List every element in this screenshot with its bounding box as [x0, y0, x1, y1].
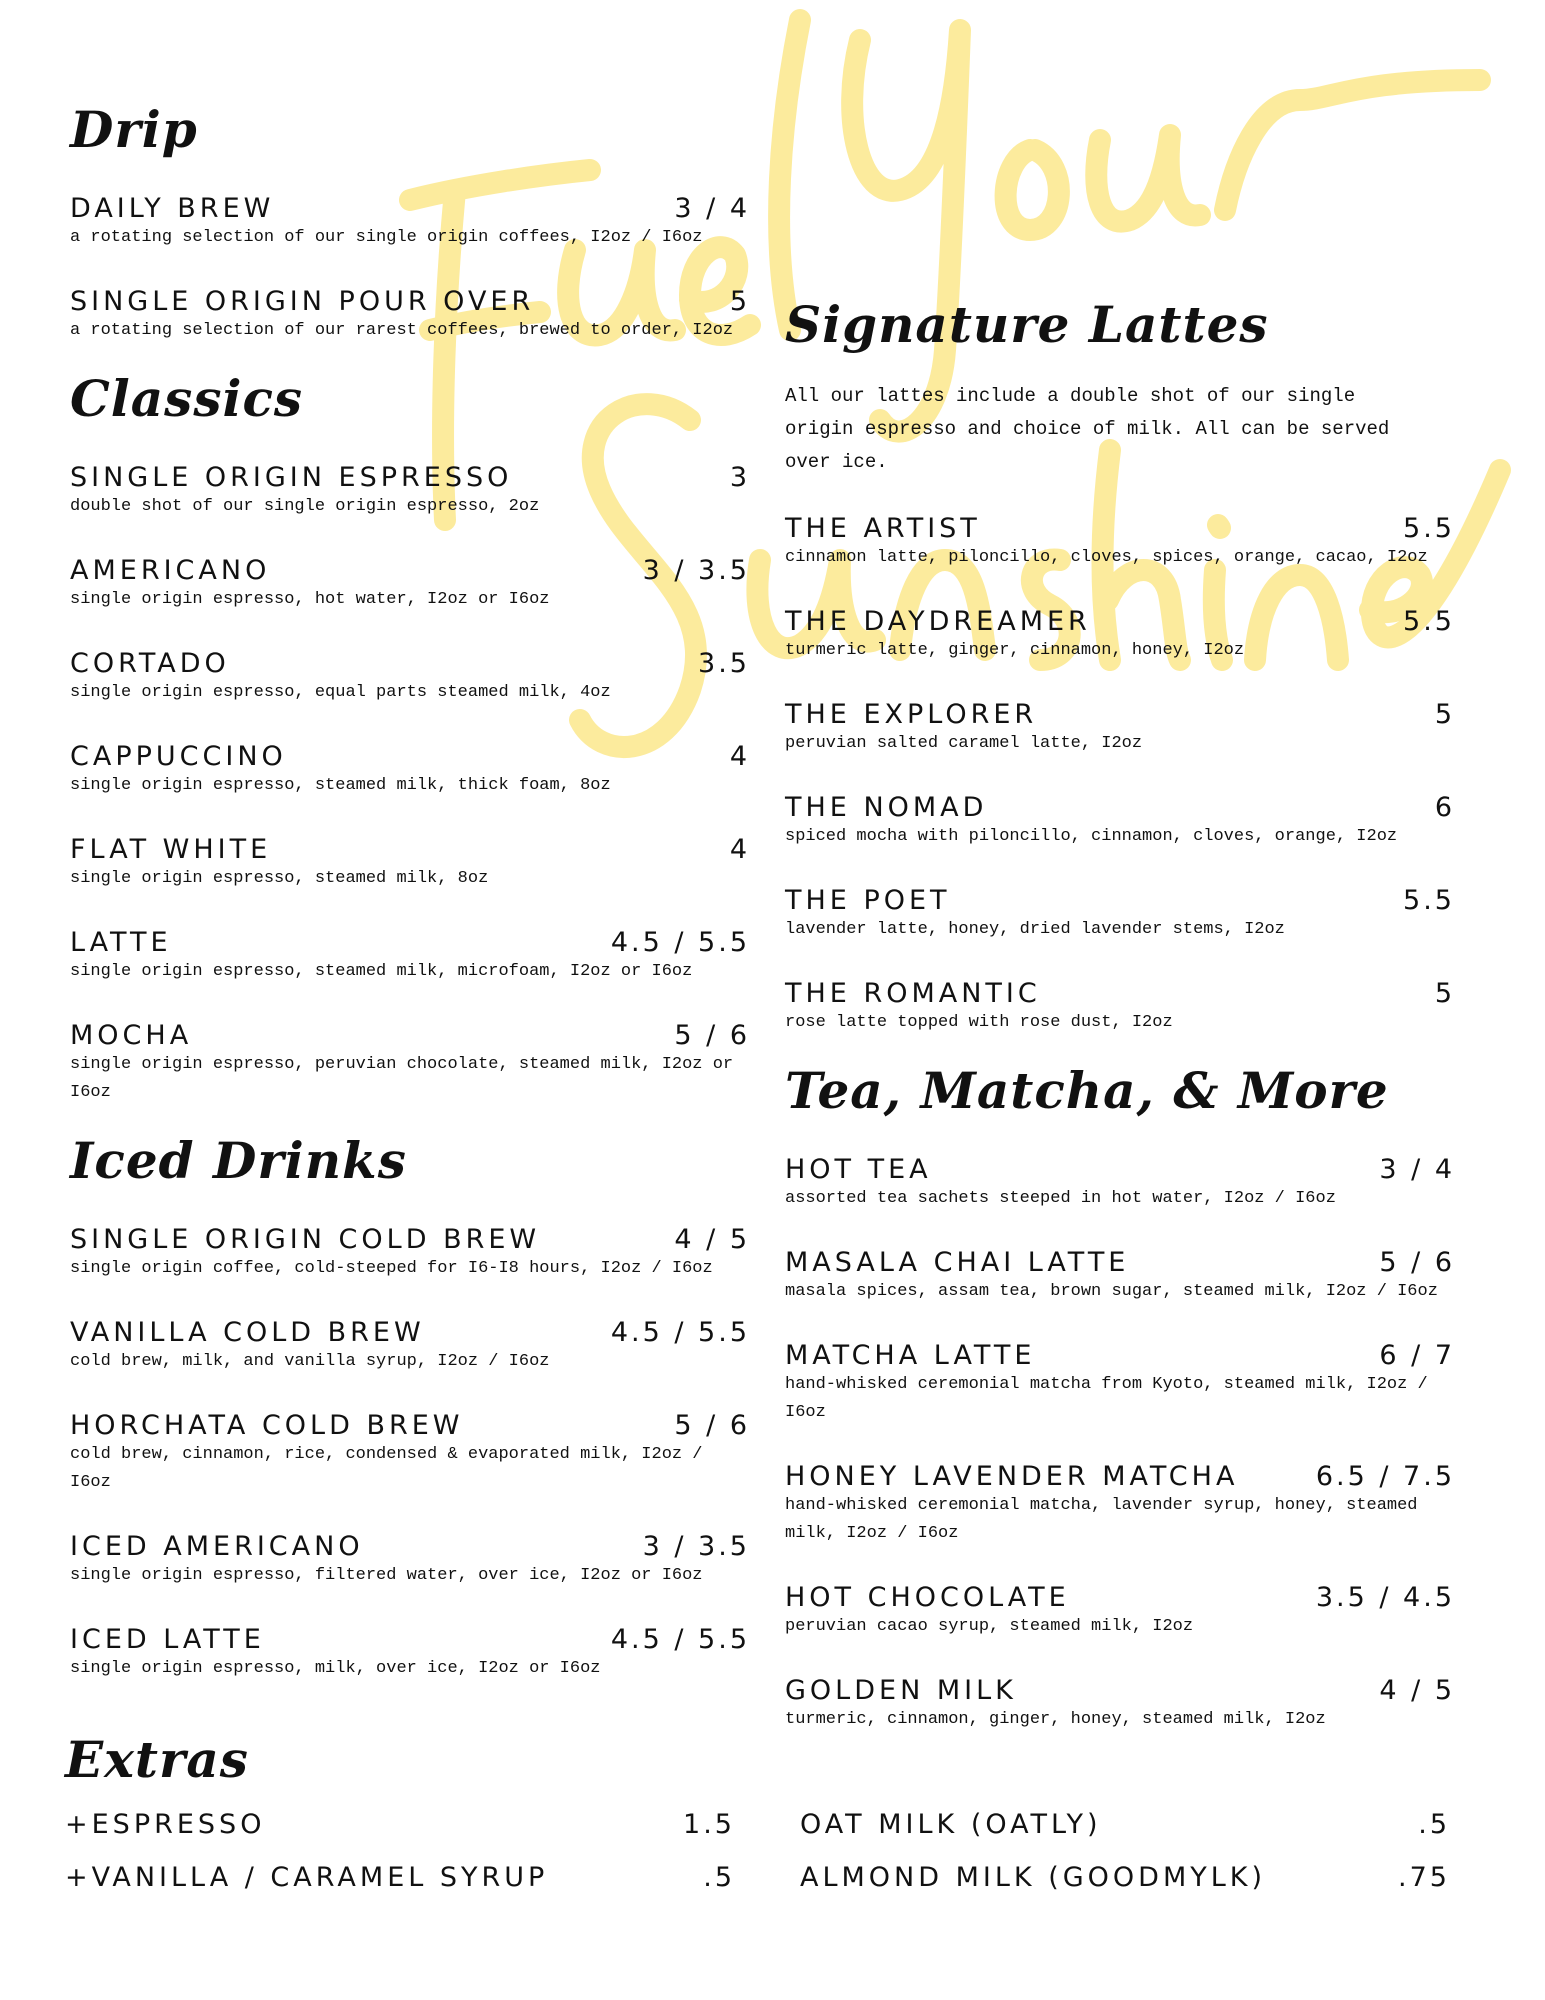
extra-price: .5	[1418, 1809, 1450, 1840]
item-price: 5.5	[1403, 606, 1455, 637]
extra-price: 1.5	[683, 1809, 735, 1840]
item-description: turmeric latte, ginger, cinnamon, honey, I2oz	[785, 641, 1245, 660]
item-description: single origin coffee, cold-steeped for I6-I8 hours, I2oz / I6oz	[70, 1259, 713, 1278]
item-price: 4.5 / 5.5	[610, 927, 750, 958]
extra-name: +VANILLA / CARAMEL SYRUP	[65, 1862, 549, 1893]
extras-right	[800, 1809, 1450, 1915]
item-name: MATCHA LATTE	[785, 1340, 1036, 1371]
section-extras	[65, 1730, 1455, 1915]
item-description: hand-whisked ceremonial matcha, lavender syrup, honey, steamed milk, I2oz / I6oz	[785, 1496, 1418, 1543]
item-name: ICED AMERICANO	[70, 1531, 364, 1562]
item-name: HONEY LAVENDER MATCHA	[785, 1461, 1239, 1492]
section-note: All our lattes include a double shot of our single origin espresso and choice of milk. All can be served over ice.	[785, 385, 1390, 473]
item-price: 4	[729, 834, 750, 865]
section-heading: Drip	[70, 100, 198, 159]
item-price: 3 / 4	[674, 193, 750, 224]
menu-item	[70, 648, 750, 707]
item-name: HORCHATA COLD BREW	[70, 1410, 464, 1441]
section-drip	[70, 100, 750, 345]
extras-left	[65, 1809, 735, 1915]
item-description: a rotating selection of our single origin coffees, I2oz / I6oz	[70, 228, 703, 247]
item-description: double shot of our single origin espresso, 2oz	[70, 497, 540, 516]
menu-item	[70, 555, 750, 614]
item-name: MASALA CHAI LATTE	[785, 1247, 1130, 1278]
extra-name: ALMOND MILK (GOODMYLK)	[800, 1862, 1267, 1893]
menu-item	[785, 606, 1455, 665]
item-description: cinnamon latte, piloncillo, cloves, spices, orange, cacao, I2oz	[785, 548, 1428, 567]
item-description: spiced mocha with piloncillo, cinnamon, cloves, orange, I2oz	[785, 827, 1398, 846]
item-price: 5.5	[1403, 513, 1455, 544]
item-name: FLAT WHITE	[70, 834, 272, 865]
item-price: 5	[1434, 978, 1455, 1009]
item-name: HOT TEA	[785, 1154, 932, 1185]
menu-item	[785, 699, 1455, 758]
section-tea-matcha-more	[785, 1061, 1455, 1734]
section-iced-drinks	[70, 1131, 750, 1683]
item-name: VANILLA COLD BREW	[70, 1317, 425, 1348]
item-description: peruvian salted caramel latte, I2oz	[785, 734, 1143, 753]
item-name: HOT CHOCOLATE	[785, 1582, 1070, 1613]
menu-item	[70, 834, 750, 893]
item-name: THE NOMAD	[785, 792, 988, 823]
item-name: THE ROMANTIC	[785, 978, 1041, 1009]
item-description: masala spices, assam tea, brown sugar, steamed milk, I2oz / I6oz	[785, 1282, 1438, 1301]
item-price: 3 / 4	[1379, 1154, 1455, 1185]
item-name: CAPPUCCINO	[70, 741, 287, 772]
section-classics	[70, 369, 750, 1107]
item-price: 3 / 3.5	[642, 555, 750, 586]
extras-grid	[65, 1809, 1455, 1915]
item-description: rose latte topped with rose dust, I2oz	[785, 1013, 1173, 1032]
item-description: peruvian cacao syrup, steamed milk, I2oz	[785, 1617, 1194, 1636]
item-price: 4.5 / 5.5	[610, 1624, 750, 1655]
item-description: lavender latte, honey, dried lavender stems, I2oz	[785, 920, 1285, 939]
extra-item	[800, 1809, 1450, 1840]
menu-item	[785, 1340, 1455, 1427]
section-heading: Classics	[70, 369, 304, 428]
item-name: GOLDEN MILK	[785, 1675, 1017, 1706]
menu-item	[70, 1020, 750, 1107]
item-name: SINGLE ORIGIN POUR OVER	[70, 286, 535, 317]
item-price: 4	[729, 741, 750, 772]
right-column	[785, 295, 1455, 1758]
item-price: 5 / 6	[674, 1410, 750, 1441]
item-name: SINGLE ORIGIN COLD BREW	[70, 1224, 541, 1255]
item-description: cold brew, milk, and vanilla syrup, I2oz / I6oz	[70, 1352, 550, 1371]
section-heading: Iced Drinks	[70, 1131, 407, 1190]
item-price: 3.5	[698, 648, 750, 679]
menu-item	[785, 1247, 1455, 1306]
extra-name: OAT MILK (OATLY)	[800, 1809, 1102, 1840]
item-price: 6.5 / 7.5	[1315, 1461, 1455, 1492]
item-name: CORTADO	[70, 648, 230, 679]
menu-item	[785, 1582, 1455, 1641]
section-signature-lattes	[785, 295, 1455, 1037]
left-column	[70, 100, 750, 1707]
extra-price: .5	[703, 1862, 735, 1893]
section-heading: Signature Lattes	[785, 295, 1269, 354]
item-description: hand-whisked ceremonial matcha from Kyoto, steamed milk, I2oz / I6oz	[785, 1375, 1428, 1422]
item-description: single origin espresso, steamed milk, microfoam, I2oz or I6oz	[70, 962, 693, 981]
menu-item	[785, 513, 1455, 572]
menu-item	[70, 1531, 750, 1590]
item-price: 5 / 6	[1379, 1247, 1455, 1278]
item-description: single origin espresso, peruvian chocolate, steamed milk, I2oz or I6oz	[70, 1055, 734, 1102]
extra-item	[65, 1809, 735, 1840]
item-price: 4.5 / 5.5	[610, 1317, 750, 1348]
item-description: single origin espresso, milk, over ice, I2oz or I6oz	[70, 1659, 601, 1678]
menu-item	[785, 792, 1455, 851]
extra-item	[800, 1862, 1450, 1893]
menu-item	[70, 1224, 750, 1283]
item-price: 3.5 / 4.5	[1315, 1582, 1455, 1613]
item-name: THE POET	[785, 885, 951, 916]
item-description: single origin espresso, filtered water, over ice, I2oz or I6oz	[70, 1566, 703, 1585]
item-price: 5	[1434, 699, 1455, 730]
menu-item	[785, 978, 1455, 1037]
item-price: 5 / 6	[674, 1020, 750, 1051]
section-heading: Extras	[65, 1730, 249, 1789]
item-description: cold brew, cinnamon, rice, condensed & evaporated milk, I2oz / I6oz	[70, 1445, 703, 1492]
item-name: AMERICANO	[70, 555, 271, 586]
item-description: turmeric, cinnamon, ginger, honey, steamed milk, I2oz	[785, 1710, 1326, 1729]
menu-item	[785, 1154, 1455, 1213]
section-heading: Tea, Matcha, & More	[785, 1061, 1389, 1120]
item-description: a rotating selection of our rarest coffees, brewed to order, I2oz	[70, 321, 734, 340]
item-price: 3	[729, 462, 750, 493]
menu-item	[785, 1461, 1455, 1548]
extra-item	[65, 1862, 735, 1893]
menu-item	[70, 927, 750, 986]
item-description: assorted tea sachets steeped in hot water, I2oz / I6oz	[785, 1189, 1336, 1208]
item-name: THE DAYDREAMER	[785, 606, 1091, 637]
menu-item	[70, 1410, 750, 1497]
item-price: 3 / 3.5	[642, 1531, 750, 1562]
menu-item	[70, 193, 750, 252]
menu-item	[70, 462, 750, 521]
menu-item	[70, 1317, 750, 1376]
menu-item	[785, 885, 1455, 944]
item-name: DAILY BREW	[70, 193, 275, 224]
item-price: 6 / 7	[1379, 1340, 1455, 1371]
item-price: 4 / 5	[1379, 1675, 1455, 1706]
menu-item	[70, 741, 750, 800]
item-price: 5.5	[1403, 885, 1455, 916]
menu-item	[70, 286, 750, 345]
item-description: single origin espresso, equal parts steamed milk, 4oz	[70, 683, 611, 702]
item-description: single origin espresso, steamed milk, thick foam, 8oz	[70, 776, 611, 795]
menu-item	[70, 1624, 750, 1683]
item-price: 6	[1434, 792, 1455, 823]
item-description: single origin espresso, steamed milk, 8oz	[70, 869, 489, 888]
item-price: 4 / 5	[674, 1224, 750, 1255]
extra-price: .75	[1398, 1862, 1450, 1893]
item-price: 5	[729, 286, 750, 317]
item-name: THE ARTIST	[785, 513, 981, 544]
extra-name: +ESPRESSO	[65, 1809, 266, 1840]
item-name: THE EXPLORER	[785, 699, 1038, 730]
item-name: MOCHA	[70, 1020, 193, 1051]
item-name: SINGLE ORIGIN ESPRESSO	[70, 462, 513, 493]
item-name: LATTE	[70, 927, 172, 958]
item-description: single origin espresso, hot water, I2oz or I6oz	[70, 590, 550, 609]
menu-item	[785, 1675, 1455, 1734]
item-name: ICED LATTE	[70, 1624, 265, 1655]
